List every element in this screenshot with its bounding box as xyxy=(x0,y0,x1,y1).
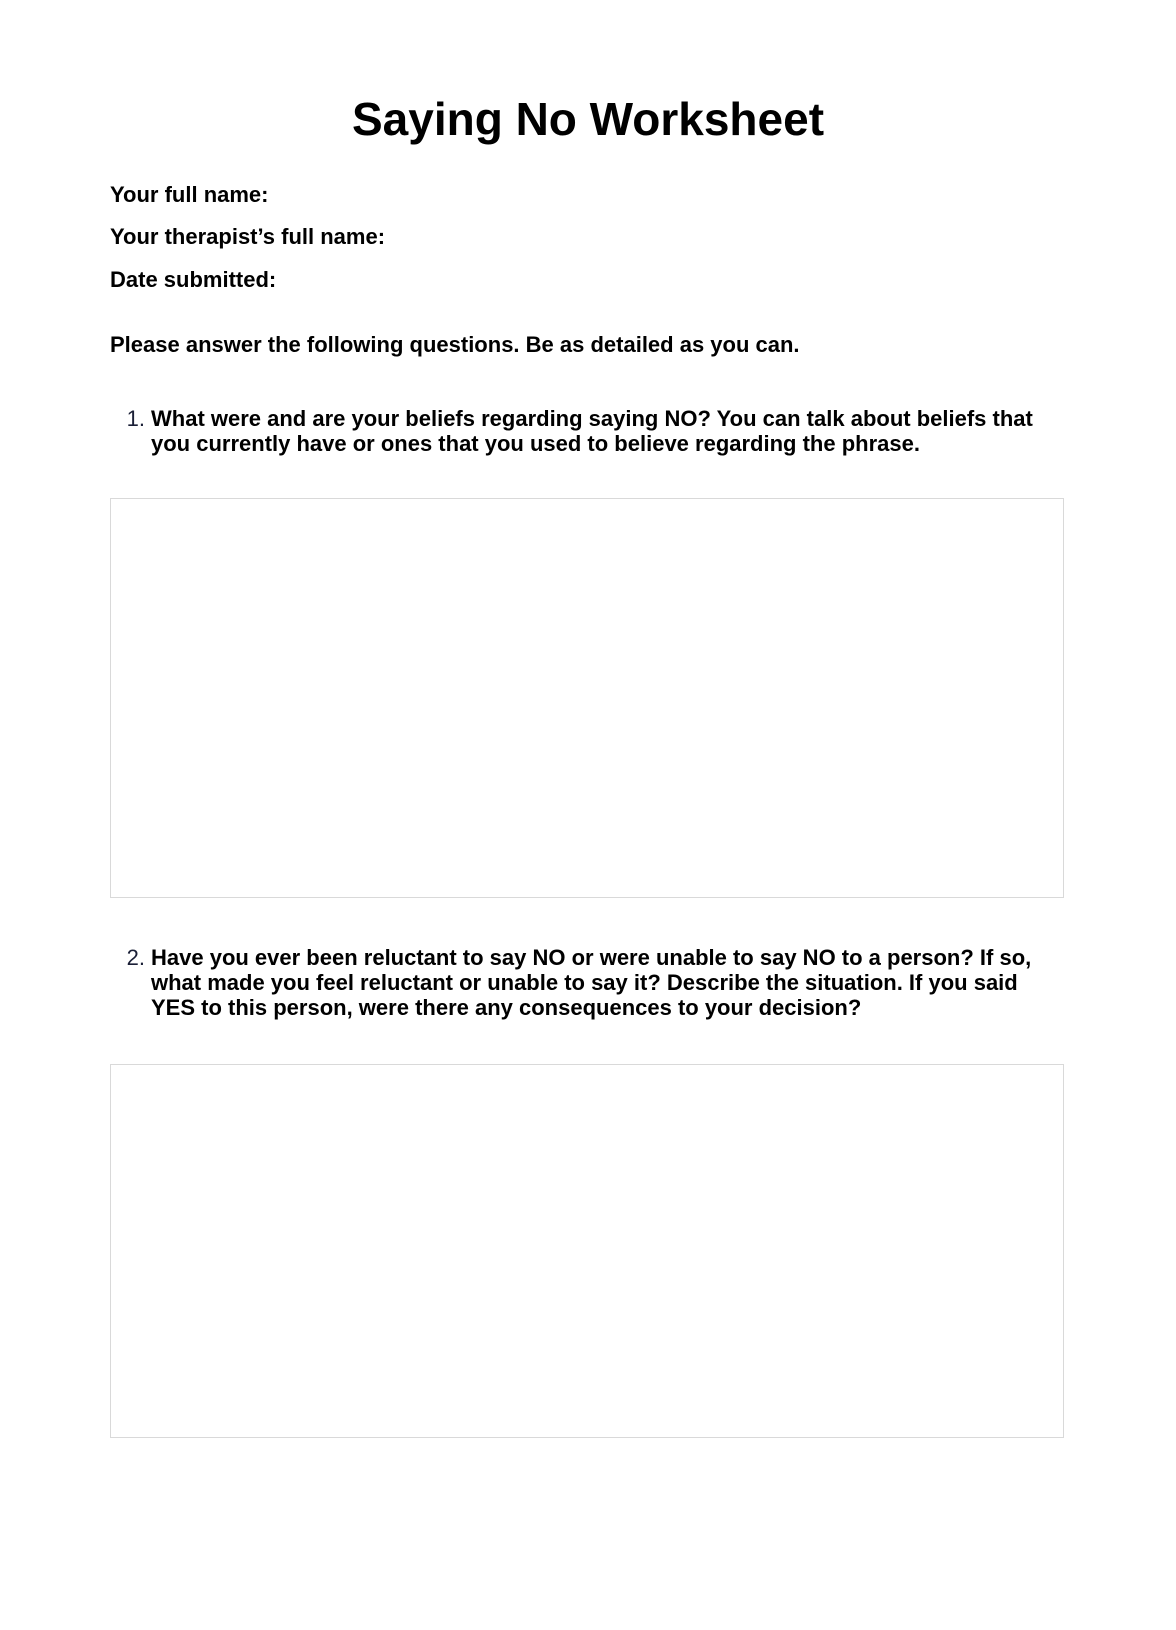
question-text: What were and are your beliefs regarding saying NO? You can talk about beliefs that you currently have or ones that you used to believe regarding the phrase. xyxy=(151,406,1033,456)
date-submitted-field[interactable]: Date submitted: xyxy=(110,267,277,292)
question-2 xyxy=(110,945,1060,1020)
answer-box-1[interactable] xyxy=(110,498,1064,898)
page-title: Saying No Worksheet xyxy=(351,93,825,145)
instructions-text: Please answer the following questions. Be as detailed as you can. xyxy=(110,332,800,357)
therapist-name-field[interactable]: Your therapist’s full name: xyxy=(110,224,386,249)
question-text: Have you ever been reluctant to say NO or were unable to say NO to a person? If so, what made you feel reluctant or unable to say it? Describe the situation. If you said YES to this person, were there any consequences to your decision? xyxy=(151,945,1032,1020)
answer-box-2[interactable] xyxy=(110,1064,1064,1438)
question-number: 2. xyxy=(126,945,145,970)
full-name-field[interactable]: Your full name: xyxy=(110,182,269,207)
question-1 xyxy=(110,406,1060,456)
question-number: 1. xyxy=(126,406,145,431)
